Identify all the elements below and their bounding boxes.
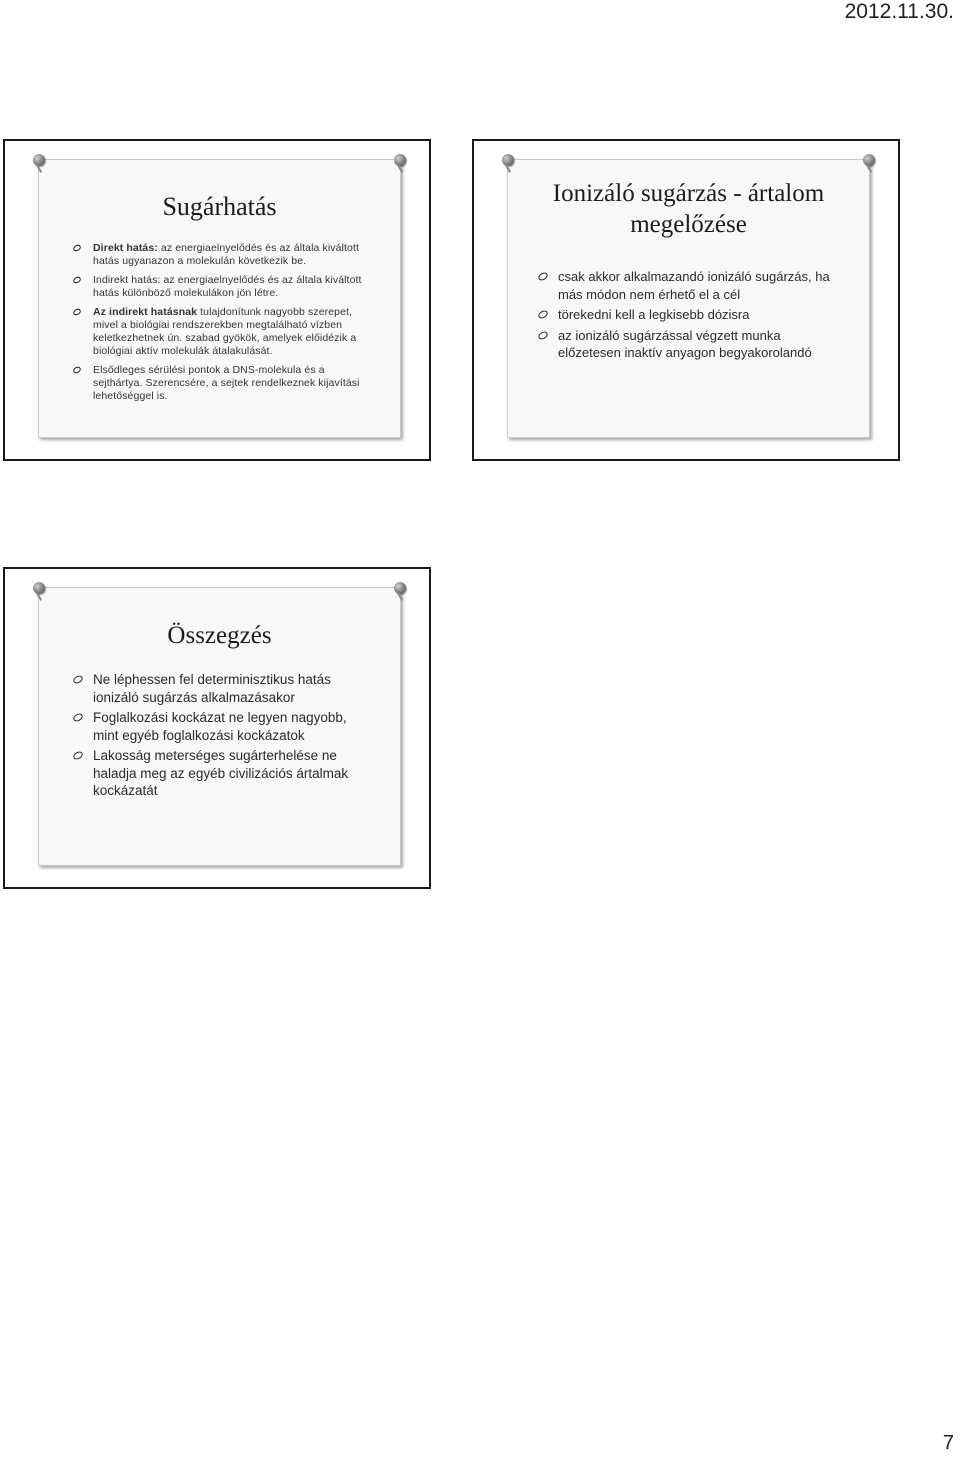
bullet-text: az ionizáló sugárzással végzett munka előzetesen inaktív anyagon begyakorolandó bbox=[558, 327, 812, 360]
bullet-text: Foglalkozási kockázat ne legyen nagyobb, mint egyéb foglalkozási kockázatok bbox=[93, 710, 347, 743]
slide-sugarhatas bbox=[3, 139, 431, 461]
bullet-icon bbox=[72, 307, 82, 316]
bullet-text: törekedni kell a legkisebb dózisra bbox=[558, 307, 750, 322]
list-item bbox=[538, 268, 838, 303]
bullet-list bbox=[73, 242, 363, 409]
pin-icon bbox=[33, 582, 45, 594]
slide-card bbox=[38, 159, 401, 438]
bullet-text: Ne léphessen fel determinisztikus hatás ionizáló sugárzás alkalmazásakor bbox=[93, 672, 331, 705]
list-item bbox=[73, 364, 363, 403]
bullet-icon bbox=[72, 275, 82, 284]
list-item bbox=[73, 274, 363, 300]
slide-title: Sugárhatás bbox=[162, 192, 277, 221]
page-date: 2012.11.30. bbox=[844, 0, 954, 23]
bullet-text: az energiaelnyelődés és az általa kiváltott hatás ugyanazon a molekulán következik be. bbox=[93, 242, 360, 267]
bullet-lead: Direkt hatás: bbox=[93, 242, 158, 254]
list-item bbox=[73, 671, 353, 706]
bullet-icon bbox=[72, 243, 82, 252]
list-item bbox=[73, 747, 353, 800]
slide-ionizalo-sugarzas bbox=[472, 139, 900, 461]
bullet-icon bbox=[537, 271, 549, 282]
bullet-lead: Az indirekt hatásnak bbox=[93, 306, 198, 318]
pin-icon bbox=[863, 154, 875, 166]
bullet-icon bbox=[537, 309, 549, 320]
bullet-text: az energiaelnyelődés és az általa kiváltott hatás különböző molekulákon jön létre. bbox=[93, 274, 362, 299]
slide-title: Összegzés bbox=[167, 622, 272, 649]
bullet-text: Lakosság meterséges sugárterhelése ne haladja meg az egyéb civilizációs ártalmak kockázatát bbox=[93, 748, 349, 798]
bullet-icon bbox=[72, 712, 84, 723]
list-item bbox=[538, 306, 838, 324]
bullet-icon bbox=[537, 329, 549, 340]
list-item bbox=[73, 306, 363, 358]
bullet-icon bbox=[72, 365, 82, 374]
pin-icon bbox=[394, 154, 406, 166]
slide-card bbox=[38, 587, 401, 866]
bullet-list bbox=[538, 268, 838, 365]
bullet-icon bbox=[72, 674, 84, 685]
bullet-icon bbox=[72, 750, 84, 761]
bullet-list bbox=[73, 671, 353, 803]
pin-icon bbox=[33, 154, 45, 166]
bullet-lead: Indirekt hatás: bbox=[93, 274, 161, 286]
slide-osszegzes bbox=[3, 567, 431, 889]
list-item bbox=[73, 242, 363, 268]
list-item bbox=[538, 327, 838, 362]
bullet-text: Elsődleges sérülési pontok a DNS-molekula és a sejthártya. Szerencsére, a sejtek rendelkeznek kijavítási lehetőséggel is. bbox=[93, 364, 360, 402]
slide-title: Ionizáló sugárzás - ártalom megelőzése bbox=[552, 180, 825, 238]
bullet-text: tulajdonítunk nagyobb szerepet, mivel a biológiai rendszerekben megtalálható vízben keletkezhetnek ún. szabad gyökök, amelyek előidézik a biológiai aktív molekulák átalakulását. bbox=[93, 306, 357, 357]
pin-icon bbox=[394, 582, 406, 594]
pin-icon bbox=[502, 154, 514, 166]
list-item bbox=[73, 709, 353, 744]
page-number: 7 bbox=[942, 1432, 954, 1454]
bullet-text: csak akkor alkalmazandó ionizáló sugárzás, ha más módon nem érhető el a cél bbox=[558, 269, 830, 302]
slide-card bbox=[507, 159, 870, 438]
